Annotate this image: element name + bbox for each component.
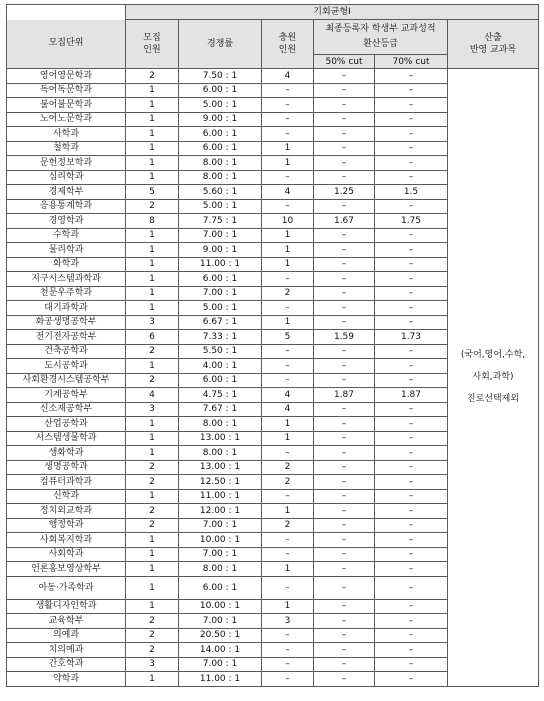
cell-cut70: – bbox=[375, 547, 448, 562]
cell-cut70: – bbox=[375, 156, 448, 171]
cell-ratio: 5.00 : 1 bbox=[179, 199, 262, 214]
cell-unit: 사회환경시스템공학부 bbox=[7, 373, 126, 388]
cell-cut50: – bbox=[314, 475, 375, 490]
cell-cut70: – bbox=[375, 98, 448, 113]
col-header-grade-line1: 최종등록자 학생부 교과성적 bbox=[325, 24, 436, 34]
cell-cut50: – bbox=[314, 199, 375, 214]
cell-recruit: 1 bbox=[126, 359, 179, 374]
cell-ratio: 8.00 : 1 bbox=[179, 417, 262, 432]
cell-unit: 간호학과 bbox=[7, 657, 126, 672]
cell-fill: 5 bbox=[262, 330, 314, 345]
cell-recruit: 5 bbox=[126, 185, 179, 200]
cell-cut70: – bbox=[375, 417, 448, 432]
col-header-recruit bbox=[126, 20, 179, 69]
cell-ratio: 5.60 : 1 bbox=[179, 185, 262, 200]
cell-cut70: – bbox=[375, 344, 448, 359]
cell-unit: 약학과 bbox=[7, 672, 126, 687]
cell-fill: 1 bbox=[262, 315, 314, 330]
cell-recruit: 2 bbox=[126, 628, 179, 643]
cell-fill: – bbox=[262, 446, 314, 461]
cell-ratio: 6.00 : 1 bbox=[179, 141, 262, 156]
cell-cut70: – bbox=[375, 127, 448, 142]
calc-subjects-note-line2: 사회,과학) bbox=[472, 372, 514, 383]
cell-recruit: 1 bbox=[126, 286, 179, 301]
cell-unit: 치의예과 bbox=[7, 643, 126, 658]
col-header-recruit-line1: 모집 bbox=[143, 33, 161, 43]
cell-ratio: 7.00 : 1 bbox=[179, 228, 262, 243]
table-row bbox=[7, 69, 539, 84]
cell-fill: – bbox=[262, 83, 314, 98]
cell-cut50: – bbox=[314, 228, 375, 243]
cell-ratio: 7.75 : 1 bbox=[179, 214, 262, 229]
cell-unit: 수학과 bbox=[7, 228, 126, 243]
col-header-calc-line2: 반영 교과목 bbox=[469, 45, 517, 55]
cell-ratio: 7.33 : 1 bbox=[179, 330, 262, 345]
cell-cut70: – bbox=[375, 657, 448, 672]
cell-fill: – bbox=[262, 657, 314, 672]
cell-cut50: – bbox=[314, 672, 375, 687]
cell-ratio: 4.00 : 1 bbox=[179, 359, 262, 374]
cell-ratio: 4.75 : 1 bbox=[179, 388, 262, 403]
cell-recruit: 2 bbox=[126, 504, 179, 519]
cell-cut50: – bbox=[314, 402, 375, 417]
cell-cut70: – bbox=[375, 628, 448, 643]
cell-cut50: – bbox=[314, 643, 375, 658]
cell-unit: 화학과 bbox=[7, 257, 126, 272]
cell-cut70: – bbox=[375, 446, 448, 461]
cell-fill: – bbox=[262, 170, 314, 185]
cell-recruit: 2 bbox=[126, 373, 179, 388]
cell-fill: 3 bbox=[262, 614, 314, 629]
cell-cut50: – bbox=[314, 127, 375, 142]
cell-ratio: 7.50 : 1 bbox=[179, 69, 262, 84]
cell-cut50: – bbox=[314, 156, 375, 171]
col-header-grade bbox=[314, 20, 448, 55]
cell-cut70: – bbox=[375, 431, 448, 446]
cell-recruit: 1 bbox=[126, 112, 179, 127]
cell-fill: – bbox=[262, 199, 314, 214]
cell-recruit: 2 bbox=[126, 344, 179, 359]
cell-fill: – bbox=[262, 301, 314, 316]
cell-cut70: – bbox=[375, 228, 448, 243]
cell-cut50: 1.59 bbox=[314, 330, 375, 345]
col-header-calc-line1: 산출 bbox=[484, 33, 502, 43]
cell-fill: 1 bbox=[262, 141, 314, 156]
cell-recruit: 1 bbox=[126, 599, 179, 614]
cell-cut70: 1.75 bbox=[375, 214, 448, 229]
cell-unit: 대기과학과 bbox=[7, 301, 126, 316]
cell-ratio: 8.00 : 1 bbox=[179, 562, 262, 577]
cell-ratio: 7.00 : 1 bbox=[179, 286, 262, 301]
cell-ratio: 14.00 : 1 bbox=[179, 643, 262, 658]
cell-unit: 교육학부 bbox=[7, 614, 126, 629]
cell-fill: 4 bbox=[262, 388, 314, 403]
cell-cut50: – bbox=[314, 344, 375, 359]
cell-recruit: 2 bbox=[126, 460, 179, 475]
cell-cut50: – bbox=[314, 98, 375, 113]
cell-recruit: 2 bbox=[126, 643, 179, 658]
cell-ratio: 9.00 : 1 bbox=[179, 112, 262, 127]
cell-unit: 생화학과 bbox=[7, 446, 126, 461]
cell-cut50: – bbox=[314, 243, 375, 258]
cell-recruit: 2 bbox=[126, 614, 179, 629]
cell-unit: 아동·가족학과 bbox=[7, 576, 126, 599]
cell-ratio: 6.00 : 1 bbox=[179, 576, 262, 599]
cell-cut70: – bbox=[375, 170, 448, 185]
cell-unit: 전기전자공학부 bbox=[7, 330, 126, 345]
cell-ratio: 11.00 : 1 bbox=[179, 672, 262, 687]
cell-unit: 문헌정보학과 bbox=[7, 156, 126, 171]
cell-ratio: 6.00 : 1 bbox=[179, 272, 262, 287]
cell-unit: 의예과 bbox=[7, 628, 126, 643]
col-header-cut70: 70% cut bbox=[375, 55, 448, 69]
cell-cut50: – bbox=[314, 657, 375, 672]
cell-fill: – bbox=[262, 98, 314, 113]
cell-cut70: – bbox=[375, 489, 448, 504]
col-header-unit-label: 모집단위 bbox=[48, 38, 84, 49]
cell-fill: – bbox=[262, 533, 314, 548]
cell-fill: 2 bbox=[262, 460, 314, 475]
cell-ratio: 13.00 : 1 bbox=[179, 431, 262, 446]
col-header-ratio-label: 경쟁률 bbox=[206, 39, 234, 49]
calc-subjects-note bbox=[448, 69, 539, 687]
cell-fill: – bbox=[262, 127, 314, 142]
cell-unit: 기계공학부 bbox=[7, 388, 126, 403]
cell-unit: 사학과 bbox=[7, 127, 126, 142]
col-header-cut50: 50% cut bbox=[314, 55, 375, 69]
cell-fill: – bbox=[262, 547, 314, 562]
cell-cut70: – bbox=[375, 141, 448, 156]
cell-fill: – bbox=[262, 359, 314, 374]
col-header-fill bbox=[262, 20, 314, 69]
cell-unit: 불어불문학과 bbox=[7, 98, 126, 113]
cell-cut50: – bbox=[314, 614, 375, 629]
cell-cut50: – bbox=[314, 547, 375, 562]
cell-cut50: 1.67 bbox=[314, 214, 375, 229]
cell-unit: 생활디자인학과 bbox=[7, 599, 126, 614]
cell-cut50: – bbox=[314, 257, 375, 272]
cell-ratio: 12.50 : 1 bbox=[179, 475, 262, 490]
cell-recruit: 1 bbox=[126, 98, 179, 113]
cell-cut50: – bbox=[314, 83, 375, 98]
cell-ratio: 5.00 : 1 bbox=[179, 98, 262, 113]
cell-fill: – bbox=[262, 344, 314, 359]
cell-unit: 도시공학과 bbox=[7, 359, 126, 374]
cell-unit: 경영학과 bbox=[7, 214, 126, 229]
cell-ratio: 5.00 : 1 bbox=[179, 301, 262, 316]
cell-fill: 1 bbox=[262, 156, 314, 171]
cell-cut50: – bbox=[314, 599, 375, 614]
cell-ratio: 10.00 : 1 bbox=[179, 533, 262, 548]
cell-unit: 사회복지학과 bbox=[7, 533, 126, 548]
cell-ratio: 7.67 : 1 bbox=[179, 402, 262, 417]
cell-recruit: 1 bbox=[126, 576, 179, 599]
cell-recruit: 3 bbox=[126, 657, 179, 672]
cell-recruit: 1 bbox=[126, 141, 179, 156]
calc-subjects-note-line3: 진로선택제외 bbox=[466, 394, 520, 405]
cell-unit: 철학과 bbox=[7, 141, 126, 156]
cell-recruit: 1 bbox=[126, 127, 179, 142]
cell-fill: 2 bbox=[262, 475, 314, 490]
cell-cut50: – bbox=[314, 417, 375, 432]
cell-ratio: 6.00 : 1 bbox=[179, 83, 262, 98]
cell-unit: 산업공학과 bbox=[7, 417, 126, 432]
cell-cut50: 1.25 bbox=[314, 185, 375, 200]
cell-cut50: – bbox=[314, 576, 375, 599]
cell-cut70: – bbox=[375, 643, 448, 658]
cell-fill: – bbox=[262, 112, 314, 127]
cell-recruit: 1 bbox=[126, 170, 179, 185]
cell-cut70: – bbox=[375, 315, 448, 330]
cell-fill: 2 bbox=[262, 518, 314, 533]
col-header-unit bbox=[7, 20, 126, 69]
admission-results-table bbox=[6, 4, 539, 687]
cell-cut70: – bbox=[375, 112, 448, 127]
cell-cut50: – bbox=[314, 489, 375, 504]
cell-recruit: 1 bbox=[126, 431, 179, 446]
cell-unit: 생명공학과 bbox=[7, 460, 126, 475]
cell-fill: – bbox=[262, 672, 314, 687]
cell-fill: 4 bbox=[262, 69, 314, 84]
cell-recruit: 8 bbox=[126, 214, 179, 229]
cell-cut70: – bbox=[375, 359, 448, 374]
cell-unit: 심리학과 bbox=[7, 170, 126, 185]
cell-recruit: 1 bbox=[126, 547, 179, 562]
cell-cut70: – bbox=[375, 518, 448, 533]
cell-recruit: 1 bbox=[126, 417, 179, 432]
cell-fill: 1 bbox=[262, 562, 314, 577]
cell-cut50: – bbox=[314, 272, 375, 287]
cell-recruit: 3 bbox=[126, 402, 179, 417]
cell-recruit: 3 bbox=[126, 315, 179, 330]
cell-fill: 2 bbox=[262, 286, 314, 301]
cell-cut70: – bbox=[375, 83, 448, 98]
cell-unit: 지구시스템과학과 bbox=[7, 272, 126, 287]
cell-fill: – bbox=[262, 628, 314, 643]
cell-cut70: – bbox=[375, 614, 448, 629]
cell-fill: – bbox=[262, 643, 314, 658]
cell-cut70: – bbox=[375, 301, 448, 316]
cell-ratio: 6.00 : 1 bbox=[179, 373, 262, 388]
cell-unit: 경제학부 bbox=[7, 185, 126, 200]
cell-ratio: 9.00 : 1 bbox=[179, 243, 262, 258]
cell-unit: 건축공학과 bbox=[7, 344, 126, 359]
cell-fill: 1 bbox=[262, 504, 314, 519]
cell-cut70: – bbox=[375, 402, 448, 417]
col-header-ratio bbox=[179, 20, 262, 69]
cell-recruit: 1 bbox=[126, 156, 179, 171]
cell-recruit: 1 bbox=[126, 533, 179, 548]
cell-unit: 독어독문학과 bbox=[7, 83, 126, 98]
cell-cut70: – bbox=[375, 460, 448, 475]
unit-header-blank bbox=[7, 5, 126, 20]
cell-recruit: 1 bbox=[126, 257, 179, 272]
cell-fill: – bbox=[262, 576, 314, 599]
cell-fill: 4 bbox=[262, 402, 314, 417]
cell-fill: – bbox=[262, 489, 314, 504]
cell-cut50: – bbox=[314, 533, 375, 548]
cell-ratio: 7.00 : 1 bbox=[179, 657, 262, 672]
cell-unit: 응용통계학과 bbox=[7, 199, 126, 214]
group-title: 기회균형Ⅰ bbox=[126, 5, 539, 20]
cell-cut70: – bbox=[375, 576, 448, 599]
cell-cut70: – bbox=[375, 475, 448, 490]
cell-ratio: 20.50 : 1 bbox=[179, 628, 262, 643]
cell-cut70: – bbox=[375, 257, 448, 272]
cell-recruit: 1 bbox=[126, 243, 179, 258]
cell-cut70: – bbox=[375, 69, 448, 84]
cell-recruit: 2 bbox=[126, 475, 179, 490]
cell-ratio: 7.00 : 1 bbox=[179, 614, 262, 629]
table-body bbox=[7, 69, 539, 687]
cell-cut50: – bbox=[314, 315, 375, 330]
cell-recruit: 6 bbox=[126, 330, 179, 345]
cell-cut70: 1.73 bbox=[375, 330, 448, 345]
cell-cut50: – bbox=[314, 141, 375, 156]
cell-ratio: 8.00 : 1 bbox=[179, 446, 262, 461]
cell-cut50: – bbox=[314, 359, 375, 374]
cell-ratio: 11.00 : 1 bbox=[179, 257, 262, 272]
cell-cut70: – bbox=[375, 533, 448, 548]
cell-unit: 신소재공학부 bbox=[7, 402, 126, 417]
cell-recruit: 2 bbox=[126, 69, 179, 84]
cell-unit: 화공생명공학부 bbox=[7, 315, 126, 330]
cell-cut70: – bbox=[375, 286, 448, 301]
cell-cut50: – bbox=[314, 446, 375, 461]
cell-cut70: – bbox=[375, 504, 448, 519]
cell-cut50: – bbox=[314, 518, 375, 533]
cell-unit: 신학과 bbox=[7, 489, 126, 504]
calc-subjects-note-line1: (국어,영어,수학, bbox=[460, 350, 526, 361]
cell-unit: 컴퓨터과학과 bbox=[7, 475, 126, 490]
cell-fill: 10 bbox=[262, 214, 314, 229]
cell-cut50: 1.87 bbox=[314, 388, 375, 403]
cell-ratio: 7.00 : 1 bbox=[179, 518, 262, 533]
cell-recruit: 1 bbox=[126, 272, 179, 287]
cell-ratio: 7.00 : 1 bbox=[179, 547, 262, 562]
cell-cut50: – bbox=[314, 562, 375, 577]
cell-ratio: 13.00 : 1 bbox=[179, 460, 262, 475]
cell-unit: 행정학과 bbox=[7, 518, 126, 533]
cell-cut50: – bbox=[314, 69, 375, 84]
cell-unit: 언론홍보영상학부 bbox=[7, 562, 126, 577]
col-header-recruit-line2: 인원 bbox=[143, 45, 161, 55]
cell-recruit: 4 bbox=[126, 388, 179, 403]
cell-recruit: 1 bbox=[126, 562, 179, 577]
cell-ratio: 6.67 : 1 bbox=[179, 315, 262, 330]
cell-recruit: 1 bbox=[126, 446, 179, 461]
cell-fill: 1 bbox=[262, 599, 314, 614]
cell-cut50: – bbox=[314, 504, 375, 519]
cell-unit: 노어노문학과 bbox=[7, 112, 126, 127]
cell-unit: 물리학과 bbox=[7, 243, 126, 258]
cell-fill: 4 bbox=[262, 185, 314, 200]
cell-cut50: – bbox=[314, 373, 375, 388]
cell-cut50: – bbox=[314, 628, 375, 643]
cell-fill: 1 bbox=[262, 431, 314, 446]
cell-cut70: – bbox=[375, 562, 448, 577]
cell-cut50: – bbox=[314, 301, 375, 316]
cell-ratio: 12.00 : 1 bbox=[179, 504, 262, 519]
cell-recruit: 1 bbox=[126, 489, 179, 504]
col-header-grade-line2: 환산등급 bbox=[363, 39, 398, 49]
cell-ratio: 6.00 : 1 bbox=[179, 127, 262, 142]
cell-recruit: 1 bbox=[126, 83, 179, 98]
cell-cut70: 1.5 bbox=[375, 185, 448, 200]
cell-fill: – bbox=[262, 373, 314, 388]
cell-cut50: – bbox=[314, 286, 375, 301]
cell-unit: 사회학과 bbox=[7, 547, 126, 562]
col-header-calc bbox=[448, 20, 539, 69]
cell-unit: 정치외교학과 bbox=[7, 504, 126, 519]
cell-cut70: 1.87 bbox=[375, 388, 448, 403]
cell-unit: 영어영문학과 bbox=[7, 69, 126, 84]
cell-fill: 1 bbox=[262, 417, 314, 432]
cell-ratio: 5.50 : 1 bbox=[179, 344, 262, 359]
cell-cut70: – bbox=[375, 599, 448, 614]
cell-cut50: – bbox=[314, 460, 375, 475]
cell-fill: 1 bbox=[262, 257, 314, 272]
cell-cut70: – bbox=[375, 672, 448, 687]
cell-recruit: 2 bbox=[126, 199, 179, 214]
cell-recruit: 1 bbox=[126, 301, 179, 316]
cell-ratio: 11.00 : 1 bbox=[179, 489, 262, 504]
cell-fill: 1 bbox=[262, 228, 314, 243]
cell-recruit: 1 bbox=[126, 228, 179, 243]
cell-cut50: – bbox=[314, 431, 375, 446]
cell-cut70: – bbox=[375, 272, 448, 287]
cell-fill: – bbox=[262, 272, 314, 287]
cell-ratio: 8.00 : 1 bbox=[179, 170, 262, 185]
cell-ratio: 10.00 : 1 bbox=[179, 599, 262, 614]
cell-recruit: 2 bbox=[126, 518, 179, 533]
col-header-fill-line1: 충원 bbox=[278, 33, 297, 43]
cell-fill: 1 bbox=[262, 243, 314, 258]
cell-cut50: – bbox=[314, 170, 375, 185]
cell-ratio: 8.00 : 1 bbox=[179, 156, 262, 171]
col-header-fill-line2: 인원 bbox=[278, 45, 297, 55]
cell-cut70: – bbox=[375, 373, 448, 388]
cell-unit: 시스템생물학과 bbox=[7, 431, 126, 446]
cell-cut70: – bbox=[375, 243, 448, 258]
cell-cut70: – bbox=[375, 199, 448, 214]
cell-cut50: – bbox=[314, 112, 375, 127]
cell-unit: 천문우주학과 bbox=[7, 286, 126, 301]
cell-recruit: 1 bbox=[126, 672, 179, 687]
